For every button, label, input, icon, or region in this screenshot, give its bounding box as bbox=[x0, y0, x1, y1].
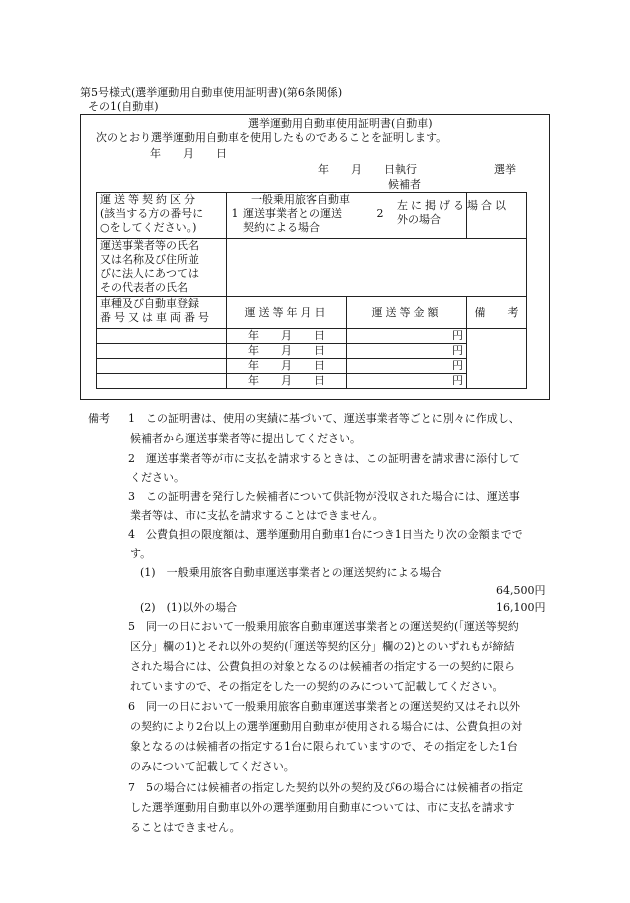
certificate-title: 選挙運動用自動車使用証明書(自動車) bbox=[248, 117, 433, 130]
col-date-header: 運送等年月日 bbox=[227, 297, 347, 329]
table-row: 年 月 日 円 bbox=[97, 359, 527, 374]
col-amount-header: 運送等金額 bbox=[347, 297, 467, 329]
notes-label: 備考 bbox=[88, 412, 110, 425]
option2-text: 左に掲げる場合以 外の場合 bbox=[397, 199, 509, 226]
note-text: 象となるのは候補者の指定する1台に限られていますので、その指定をした1台 bbox=[130, 740, 518, 753]
note-text: された場合には、公費負担の対象となるのは候補者の指定する一の契約に限ら bbox=[130, 660, 515, 673]
note-number: 3 bbox=[128, 490, 135, 503]
note-text: れていますので、その指定をした一の契約のみについて記載してください。 bbox=[130, 680, 504, 693]
option2-text-cell bbox=[397, 193, 527, 239]
form-title: 第5号様式(選挙運動用自動車使用証明書)(第6条関係) bbox=[80, 86, 343, 99]
operator-label-cell: 運送事業者等の氏名 又は名称及び住所並 びに法人にあつては その代表者の氏名 bbox=[97, 239, 227, 297]
option1-text: 一般乗用旅客自動車 運送事業者との運送 契約による場合 bbox=[243, 193, 350, 234]
limit2-amount: 16,100円 bbox=[496, 601, 546, 614]
table-row: 年 月 日 円 bbox=[97, 329, 527, 344]
table-row: 年 月 日 円 bbox=[97, 344, 527, 359]
note-number: 1 bbox=[128, 412, 135, 425]
limit2-label: (2) (1)以外の場合 bbox=[140, 601, 238, 614]
certificate-table bbox=[96, 192, 527, 389]
col-remarks-header: 備 考 bbox=[467, 297, 527, 329]
table-row: 年 月 日 円 bbox=[97, 374, 527, 389]
note-number: 4 bbox=[128, 528, 135, 541]
contract-label-cell: 運送等契約区分 (該当する方の番号に ○をしてください。) bbox=[97, 193, 227, 239]
option2-number: 2 bbox=[376, 207, 384, 220]
vehicle-label-cell: 車種及び自動車登録 番号又は車両番号 bbox=[97, 297, 227, 329]
note-text: この証明書を発行した候補者について供託物が没収された場合には、運送事 bbox=[146, 490, 520, 503]
note-number: 5 bbox=[128, 620, 135, 633]
note-text: この証明書は、使用の実績に基づいて、運送事業者等ごとに別々に作成し、 bbox=[146, 412, 520, 425]
note-text: した選挙運動用自動車以外の選挙運動用自動車については、市に支払を請求す bbox=[130, 801, 515, 814]
note-text: 区分」欄の1)とそれ以外の契約(「運送等契約区分」欄の2)とのいずれもが締結 bbox=[130, 640, 515, 653]
certificate-statement: 次のとおり選挙運動用自動車を使用したものであることを証明します。 bbox=[96, 131, 448, 144]
limit1-amount: 64,500円 bbox=[496, 584, 546, 597]
note-text: 運送事業者等が市に支払を請求するときは、この証明書を請求書に添付して bbox=[146, 452, 520, 465]
note-number: 6 bbox=[128, 700, 135, 713]
certificate-date: 年 月 日 bbox=[150, 147, 227, 160]
note-text: 5の場合には候補者の指定した契約以外の契約及び6の場合には候補者の指定 bbox=[146, 781, 523, 794]
operator-row bbox=[97, 239, 527, 297]
note-text: 同一の日において一般乗用旅客自動車運送事業者との運送契約(「運送等契約 bbox=[146, 620, 519, 633]
note-text: ください。 bbox=[130, 471, 185, 484]
note-text: す。 bbox=[130, 547, 152, 560]
note-text: 同一の日において一般乗用旅客自動車運送事業者との運送契約又はそれ以外 bbox=[146, 700, 520, 713]
limit1-label: (1) 一般乗用旅客自動車運送事業者との運送契約による場合 bbox=[140, 566, 442, 579]
note-number: 7 bbox=[128, 781, 135, 794]
vehicle-header-row bbox=[97, 297, 527, 329]
note-text: ることはできません。 bbox=[130, 821, 241, 834]
note-text: 業者等は、市に支払を請求することはできません。 bbox=[130, 509, 384, 522]
operator-value-cell bbox=[227, 239, 527, 297]
note-text: 公費負担の限度額は、選挙運動用自動車1台につき1日当たり次の金額までで bbox=[146, 528, 523, 541]
note-number: 2 bbox=[128, 452, 135, 465]
form-subtitle: その1(自動車) bbox=[88, 100, 159, 113]
contract-row bbox=[97, 193, 527, 239]
election-line: 年 月 日執行 選挙 bbox=[318, 163, 516, 176]
option1-number: 1 bbox=[231, 207, 239, 220]
note-text: 候補者から運送事業者等に提出してください。 bbox=[130, 432, 361, 445]
candidate-label: 候補者 bbox=[388, 178, 421, 191]
remarks-cell bbox=[467, 329, 527, 389]
note-text: のみについて記載してください。 bbox=[130, 760, 295, 773]
note-text: の契約により2台以上の選挙運動用自動車が使用される場合には、公費負担の対 bbox=[130, 720, 522, 733]
